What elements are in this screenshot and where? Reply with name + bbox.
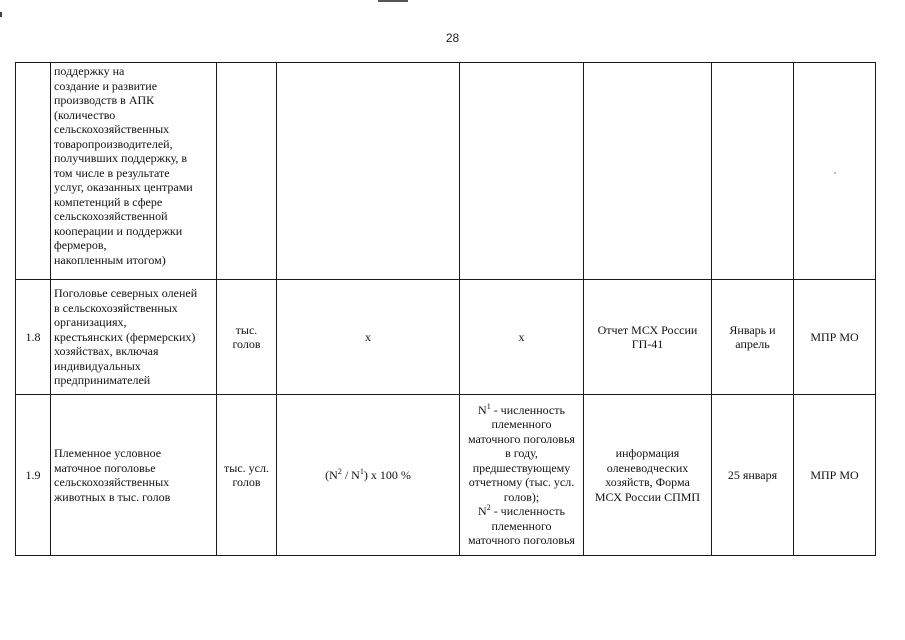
cell-indicator-name (51, 395, 217, 556)
text-fragment: - численность (490, 402, 565, 417)
text-line: компетенций в сфере (54, 194, 163, 209)
text-line: голов); (503, 489, 540, 504)
cell-unit (217, 63, 277, 280)
formula-var: N (329, 467, 338, 482)
text-line (463, 403, 580, 418)
cell-index: 1.9 (16, 395, 51, 556)
text-line: Отчет МСХ России (597, 322, 698, 337)
table-row-continuation (16, 63, 876, 280)
cell-source (584, 63, 712, 280)
indicator-table (15, 62, 876, 556)
cell-responsible: МПР МО (794, 395, 876, 556)
cell-unit (217, 395, 277, 556)
table-row-1-8 (16, 280, 876, 395)
text-line: маточное поголовье (54, 460, 156, 475)
text-line: предшествующему (472, 460, 571, 475)
formula-text: $(N^2 / N^1)$ х 100 % (325, 466, 411, 482)
formula-exponent: 1 (486, 401, 491, 411)
text-line: маточного поголовья (468, 431, 575, 446)
text-line: отчетному (тыс. усл. (468, 475, 575, 489)
text-line: маточного поголовья (468, 533, 575, 547)
text-line: фермеров, (54, 238, 107, 252)
text-line: предпринимателей (54, 373, 151, 388)
formula-exponent: 2 (486, 503, 491, 512)
text-line: Поголовье северных оленей (54, 286, 198, 301)
text-line: Январь и (729, 322, 776, 337)
text-line: ГП-41 (631, 337, 664, 351)
text-line: в сельскохозяйственных (54, 300, 178, 315)
text-line: создание и развитие (54, 78, 158, 93)
scan-mark-left (0, 12, 2, 17)
text-line: (количество (54, 107, 116, 122)
text-line: информация (615, 446, 680, 460)
text-line: Племенное условное (54, 446, 162, 460)
cell-deadline: 25 января (712, 395, 794, 556)
table-row-1-9 (16, 395, 876, 556)
cell-responsible: МПР МО (794, 280, 876, 395)
text-line: поддержку на (54, 64, 125, 78)
cell-deadline (712, 63, 794, 280)
cell-variables: х (460, 280, 584, 395)
formula-var: N (478, 402, 487, 417)
cell-formula (277, 63, 460, 280)
text-line: апрель (735, 337, 770, 351)
text-line: крестьянских (фермерских) (54, 329, 196, 344)
text-line: в году, (505, 446, 538, 460)
formula-var: N (478, 504, 487, 518)
text-line: сельскохозяйственной (54, 209, 168, 223)
text-line: сельскохозяйственных (54, 475, 170, 489)
text-line: получивших поддержку, в (54, 151, 188, 165)
cell-source (584, 280, 712, 395)
cell-unit (217, 280, 277, 395)
text-line: племенного (491, 417, 552, 431)
text-line: голов (232, 337, 261, 351)
cell-variables (460, 63, 584, 280)
text-line: производств в АПК (54, 93, 155, 107)
text-line: животных в тыс. голов (54, 489, 171, 504)
formula-exponent: 2 (337, 466, 342, 476)
text-line: тыс. (235, 322, 258, 337)
text-line: организациях, (54, 315, 127, 330)
cell-responsible (794, 63, 876, 280)
text-line: хозяйств, Форма (605, 475, 690, 489)
text-line: услуг, оказанных центрами (54, 180, 193, 194)
formula-var: N (351, 467, 360, 482)
text-line: племенного (491, 518, 552, 533)
text-line: МСХ России СПМП (594, 489, 701, 504)
text-line: тыс. усл. (224, 460, 269, 475)
text-line: накопленным итогом) (54, 252, 166, 267)
text-line: хозяйствах, включая (54, 344, 159, 359)
text-line: кооперации и поддержки (54, 223, 183, 238)
cell-deadline (712, 280, 794, 395)
cell-index (16, 63, 51, 280)
text-line: товаропроизводителей, (54, 136, 173, 151)
formula-tail: ) х 100 % (363, 467, 411, 482)
cell-indicator-name (51, 63, 217, 280)
cell-formula (277, 395, 460, 556)
text-line (463, 504, 580, 519)
page-number: 28 (445, 31, 460, 45)
cell-variables (460, 395, 584, 556)
text-line: оленеводческих (606, 460, 689, 475)
cell-formula: х (277, 280, 460, 395)
text-fragment: - численность (490, 504, 565, 518)
cell-indicator-name (51, 280, 217, 395)
scan-mark-top (378, 0, 408, 2)
text-line: том числе в результате (54, 165, 170, 180)
text-line: голов (232, 475, 261, 489)
text-line: сельскохозяйственных (54, 122, 170, 136)
formula-exponent: 1 (359, 466, 364, 476)
text-line: индивидуальных (54, 358, 141, 373)
cell-source (584, 395, 712, 556)
cell-index: 1.8 (16, 280, 51, 395)
